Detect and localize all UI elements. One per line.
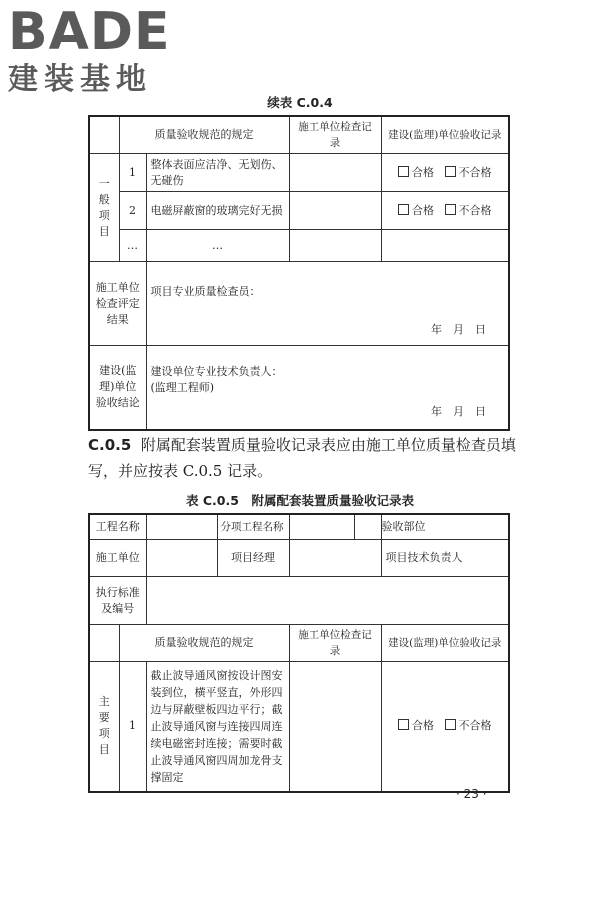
logo-wordmark: BADE: [8, 2, 171, 62]
sub-project-label: 分项工程名称: [217, 515, 289, 539]
checkbox-fail[interactable]: [445, 166, 456, 177]
table-c05-caption: 表 C.0.5 附属配套装置质量验收记录表: [186, 493, 414, 508]
row-number: 1: [119, 662, 146, 792]
row-number: 2: [119, 192, 146, 230]
row-number: 1: [119, 154, 146, 192]
table-c04: [88, 115, 510, 431]
owner-person-line2: (监理工程师): [150, 381, 215, 395]
contractor-inspector: 项目专业质量检查员：: [150, 284, 261, 298]
check-pass-label: 合格: [412, 165, 434, 179]
check-fail-label: 不合格: [458, 719, 492, 733]
header-supervision: 建设(监理)单位验收记录: [381, 625, 509, 662]
table-c04-caption: 续表 C.0.4: [267, 95, 333, 110]
header-spec: 质量验收规范的规定: [119, 625, 289, 662]
contractor-result-label: 施工单位检查评定结果: [89, 262, 146, 346]
checkbox-pass[interactable]: [398, 204, 409, 215]
owner-person-line1: 建设单位专业技术负责人：: [150, 365, 283, 379]
row-number: …: [119, 230, 146, 262]
row-text: 截止波导通风窗按设计图安装到位，横平竖直，外形四边与屏蔽壁板四边平行；截止波导通风窗与连接四周连续电磁密封连接；需要时截止波导通风窗四周加龙骨支撑固定: [146, 662, 289, 792]
logo: [8, 4, 171, 98]
checkbox-pass[interactable]: [398, 719, 409, 730]
checkbox-fail[interactable]: [445, 204, 456, 215]
construction-unit-label: 施工单位: [89, 540, 146, 577]
project-manager-cell: [146, 540, 289, 577]
logo-chinese: 建装基地: [8, 62, 152, 97]
checkbox-pass[interactable]: [398, 166, 409, 177]
page-number: · 23 ·: [456, 787, 487, 801]
table-row: [89, 540, 509, 577]
sub-project-cell: [146, 514, 289, 540]
owner-conclusion-cell: [146, 346, 509, 430]
contractor-date: 年 月 日: [431, 322, 486, 336]
check-fail-label: 不合格: [458, 165, 492, 179]
acceptance-part-cell: [289, 514, 381, 540]
table-row: [89, 662, 509, 792]
check-pass-label: 合格: [412, 203, 434, 217]
acceptance-part-label: 验收部位: [381, 514, 509, 540]
group-label: 主要项目: [89, 662, 119, 792]
table-row: [89, 116, 509, 154]
table-row: [89, 625, 509, 662]
tech-lead-label: 项目技术负责人: [381, 540, 509, 577]
check-pass-label: 合格: [412, 719, 434, 733]
table-row: [89, 346, 509, 430]
owner-date: 年 月 日: [431, 405, 486, 419]
owner-conclusion-label: 建设(监理)单位验收结论: [89, 346, 146, 430]
contractor-result-cell: [146, 262, 509, 346]
check-fail-label: 不合格: [458, 203, 492, 217]
table-row: [89, 514, 509, 540]
section-paragraph: [88, 432, 518, 484]
check-options: [381, 192, 509, 230]
header-spec: 质量验收规范的规定: [119, 116, 289, 154]
table-row: [89, 154, 509, 192]
header-construction: 施工单位检查记录: [289, 116, 381, 154]
check-options: [381, 154, 509, 192]
row-text: 电磁屏蔽窗的玻璃完好无损: [146, 192, 289, 230]
section-text: 附属配套装置质量验收记录表应由施工单位质量检查员填写，并应按表 C.0.5 记录。: [88, 436, 516, 480]
check-options: [381, 662, 509, 792]
table-row: [89, 262, 509, 346]
section-number: C.0.5: [88, 436, 132, 454]
table-c05: [88, 513, 510, 793]
row-text: 整体表面应洁净、无划伤、无碰伤: [146, 154, 289, 192]
standard-label: 执行标准及编号: [89, 577, 146, 625]
header-supervision: 建设(监理)单位验收记录: [381, 116, 509, 154]
table-row: [89, 230, 509, 262]
checkbox-fail[interactable]: [445, 719, 456, 730]
header-construction: 施工单位检查记录: [289, 625, 381, 662]
table-row: [89, 577, 509, 625]
project-manager-label: 项目经理: [217, 540, 289, 576]
row-text: …: [146, 230, 289, 262]
group-label: 一般项目: [89, 154, 119, 262]
project-name-label: 工程名称: [89, 514, 146, 540]
table-row: [89, 192, 509, 230]
